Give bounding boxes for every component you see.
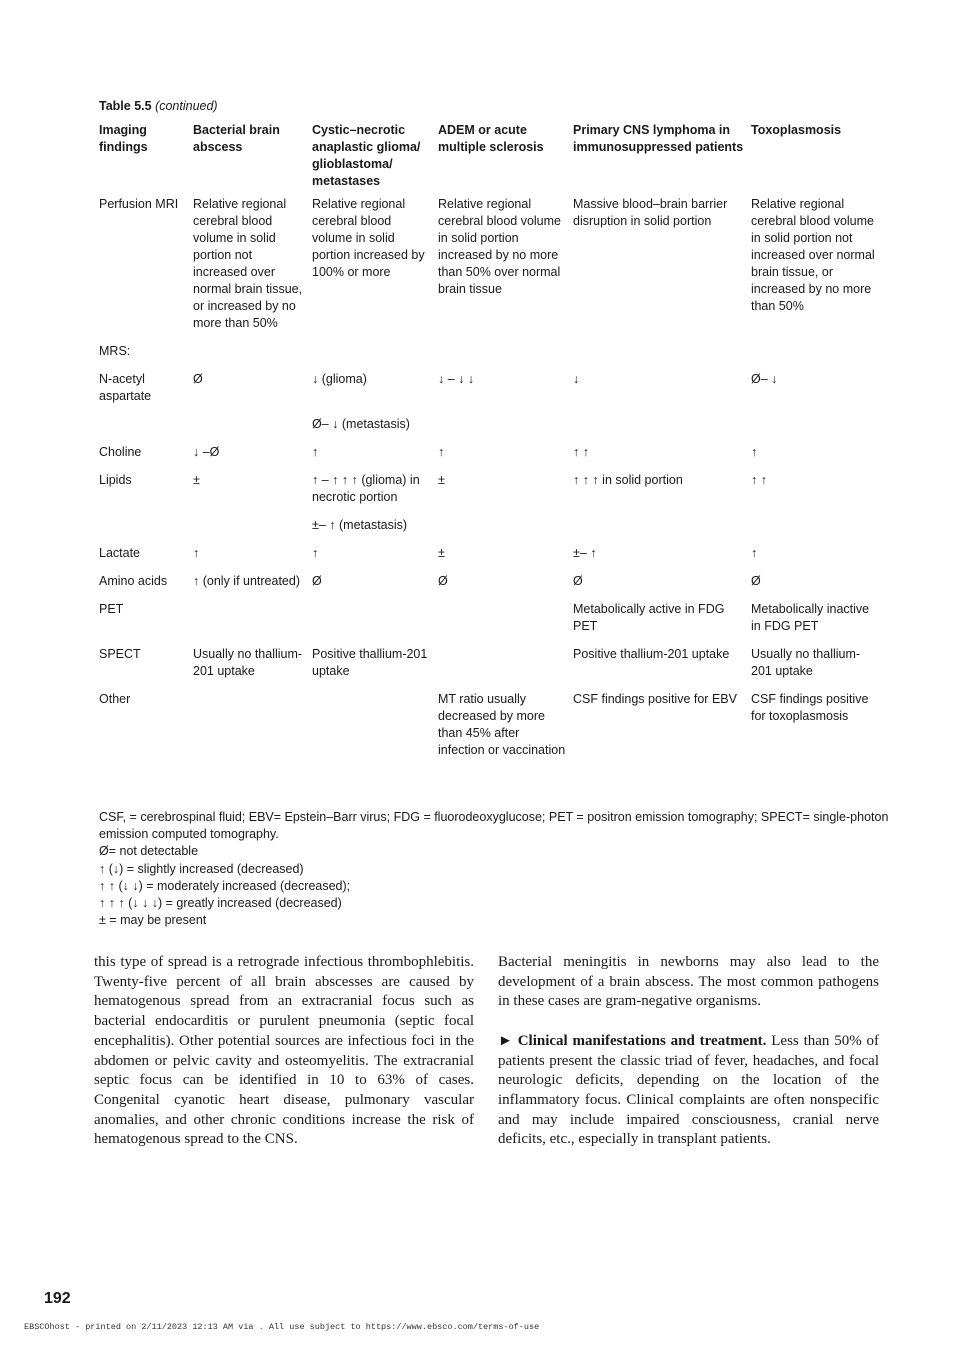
table-cell (570, 416, 748, 444)
table-caption (99, 99, 218, 113)
table-cell (748, 343, 879, 371)
table-cell: Lactate (99, 546, 141, 560)
table-cell: Ø (312, 574, 322, 588)
table-footnotes (99, 809, 889, 929)
table-cell: ↓ (glioma) (312, 372, 367, 386)
footnote: ↑ ↑ ↑ (↓ ↓ ↓) = greatly increased (decreased) (99, 896, 342, 911)
header-bacterial-abscess: Bacterial brain abscess (193, 123, 280, 154)
table-continued: (continued) (155, 99, 218, 113)
table-row (96, 517, 879, 545)
header-lymphoma: Primary CNS lymphoma in immunosuppressed patients (573, 123, 744, 154)
table-cell (96, 517, 190, 545)
table-cell: Other (99, 692, 131, 706)
table-header-row (96, 122, 879, 196)
table-cell: Metabolically inactive in FDG PET (751, 602, 870, 633)
table-cell (435, 343, 570, 371)
table-cell: Ø (751, 574, 761, 588)
table-cell: Relative regional cerebral blood volume in solid portion not increased over normal brain tissue, or increased by no more than 50% (193, 197, 303, 330)
table-cell: Perfusion MRI (99, 197, 179, 211)
footnote: ± = may be present (99, 913, 207, 928)
table-cell (435, 601, 570, 646)
table-cell: Ø (438, 574, 448, 588)
table-row (96, 545, 879, 573)
table-cell: CSF findings positive for EBV (573, 692, 737, 706)
body-column-right (498, 953, 879, 1150)
table-cell (435, 416, 570, 444)
table-cell: Relative regional cerebral blood volume in solid portion increased by 100% or more (312, 197, 425, 279)
table-row (96, 416, 879, 444)
table-cell (435, 646, 570, 691)
table-cell: ± (438, 546, 445, 560)
table-cell: MT ratio usually decreased by more than 45% after infection or vaccination (438, 692, 566, 757)
table-cell: ↑ ↑ ↑ in solid portion (573, 473, 683, 487)
table-cell (435, 517, 570, 545)
table-cell (748, 416, 879, 444)
paragraph: this type of spread is a retrograde infectious thrombophlebitis. Twenty-five percent of all brain abscesses are caused by hematogenous spread from an extracranial focus such as bacterial endocarditis or purulent pneumonia (septic focal encephalitis). Other potential sources are infectious foci in the abdomen or pelvic cavity and osteomyelitis. The extracranial septic focus can be identified in 10 to 63% of cases. Congenital cyanotic heart disease, pulmonary vascular anomalies, and other chronic conditions increase the risk of hematogenous spread to the CNS. (94, 954, 474, 1148)
table-cell: ↑ (751, 546, 758, 560)
imaging-findings-table (96, 122, 879, 770)
table-cell: ↓ (573, 372, 580, 386)
table-cell: N-acetyl aspartate (99, 372, 152, 403)
table-cell: Massive blood–brain barrier disruption in solid portion (573, 197, 728, 228)
table-cell (190, 517, 309, 545)
table-cell: MRS: (99, 344, 131, 358)
table-cell: Usually no thallium-201 uptake (193, 647, 303, 678)
table-cell: Lipids (99, 473, 132, 487)
table-cell (190, 416, 309, 444)
body-column-left (94, 953, 474, 1150)
paragraph: Bacterial meningitis in newborns may also lead to the development of a brain abscess. The most common pathogens in these cases are gram-negative organisms. (498, 954, 879, 1010)
header-adem: ADEM or acute multiple sclerosis (438, 123, 544, 154)
table-cell (190, 343, 309, 371)
table-cell (96, 416, 190, 444)
table-row (96, 573, 879, 601)
page-number: 192 (44, 1290, 71, 1307)
triangle-marker-icon: ► (498, 1032, 513, 1049)
table-cell: ↑ – ↑ ↑ ↑ (glioma) in necrotic portion (312, 473, 420, 504)
table-cell: Positive thallium-201 uptake (312, 647, 428, 678)
table-cell: CSF findings positive for toxoplasmosis (751, 692, 869, 723)
header-toxoplasmosis: Toxoplasmosis (751, 123, 842, 137)
footnote: CSF, = cerebrospinal fluid; EBV= Epstein–Barr virus; FDG = fluorodeoxyglucose; PET = positron emission tomography; SPECT= single-photon emission computed tomography. (99, 810, 889, 842)
table-cell: Relative regional cerebral blood volume in solid portion increased by no more than 50% over normal brain tissue (438, 197, 561, 296)
table-cell: ↑ (751, 445, 758, 459)
table-cell: ± (193, 473, 200, 487)
table-cell: ↑ (312, 546, 319, 560)
table-cell: Amino acids (99, 574, 168, 588)
table-row (96, 196, 879, 343)
table-cell (309, 343, 435, 371)
table-cell: Metabolically active in FDG PET (573, 602, 725, 633)
table-row (96, 601, 879, 646)
table-cell: ↑ ↑ (751, 473, 767, 487)
table-cell: ↑ (193, 546, 200, 560)
table-cell (570, 517, 748, 545)
table-cell: ± (438, 473, 445, 487)
print-line: EBSCOhost - printed on 2/11/2023 12:13 AM via . All use subject to https://www.ebsco.com/terms-of-use (24, 1322, 540, 1332)
table-cell: Ø– ↓ (metastasis) (312, 417, 410, 431)
table-row (96, 691, 879, 770)
table-cell: Ø (193, 372, 203, 386)
table-cell: Ø– ↓ (751, 372, 778, 386)
table-cell (190, 691, 309, 770)
footnote: Ø= not detectable (99, 844, 199, 859)
table-cell: Choline (99, 445, 142, 459)
table-row (96, 444, 879, 472)
table-row (96, 371, 879, 416)
table-cell: ±– ↑ (573, 546, 597, 560)
section-heading: Clinical manifestations and treatment. (517, 1032, 767, 1049)
table-cell: ↑ (312, 445, 319, 459)
table-cell: ±– ↑ (metastasis) (312, 518, 408, 532)
table-cell (309, 691, 435, 770)
header-imaging-findings: Imaging findings (99, 123, 148, 154)
table-row (96, 646, 879, 691)
table-cell (190, 601, 309, 646)
footnote: ↑ (↓) = slightly increased (decreased) (99, 861, 304, 876)
table-label: Table 5.5 (99, 99, 152, 113)
table-cell: Ø (573, 574, 583, 588)
table-cell (309, 601, 435, 646)
table-cell: ↑ (438, 445, 445, 459)
table-cell: ↑ ↑ (573, 445, 589, 459)
table-cell (570, 343, 748, 371)
table-row (96, 343, 879, 371)
table-row (96, 472, 879, 517)
table-cell (748, 517, 879, 545)
table-cell: PET (99, 602, 124, 616)
footnote: ↑ ↑ (↓ ↓) = moderately increased (decreased); (99, 878, 351, 893)
header-glioma: Cystic–necrotic anaplastic glioma/ glioblastoma/ metastases (312, 123, 421, 188)
table-cell: SPECT (99, 647, 141, 661)
paragraph-clinical (498, 1032, 879, 1150)
table-cell: ↓ –Ø (193, 445, 220, 459)
table-cell: Relative regional cerebral blood volume in solid portion not increased over normal brain tissue, or increased by no more than 50% (751, 197, 875, 313)
table-cell: Positive thallium-201 uptake (573, 647, 730, 661)
paragraph-text: Less than 50% of patients present the classic triad of fever, headaches, and focal neurologic deficits, depending on the location of the inflammatory focus. Clinical complaints are often nonspecific and may include impaired consciousness, cranial nerve deficits, etc., especially in transplant patients. (498, 1032, 880, 1148)
table-cell: Usually no thallium-201 uptake (751, 647, 861, 678)
table-cell: ↑ (only if untreated) (193, 574, 300, 588)
table-cell: ↓ – ↓ ↓ (438, 372, 475, 386)
